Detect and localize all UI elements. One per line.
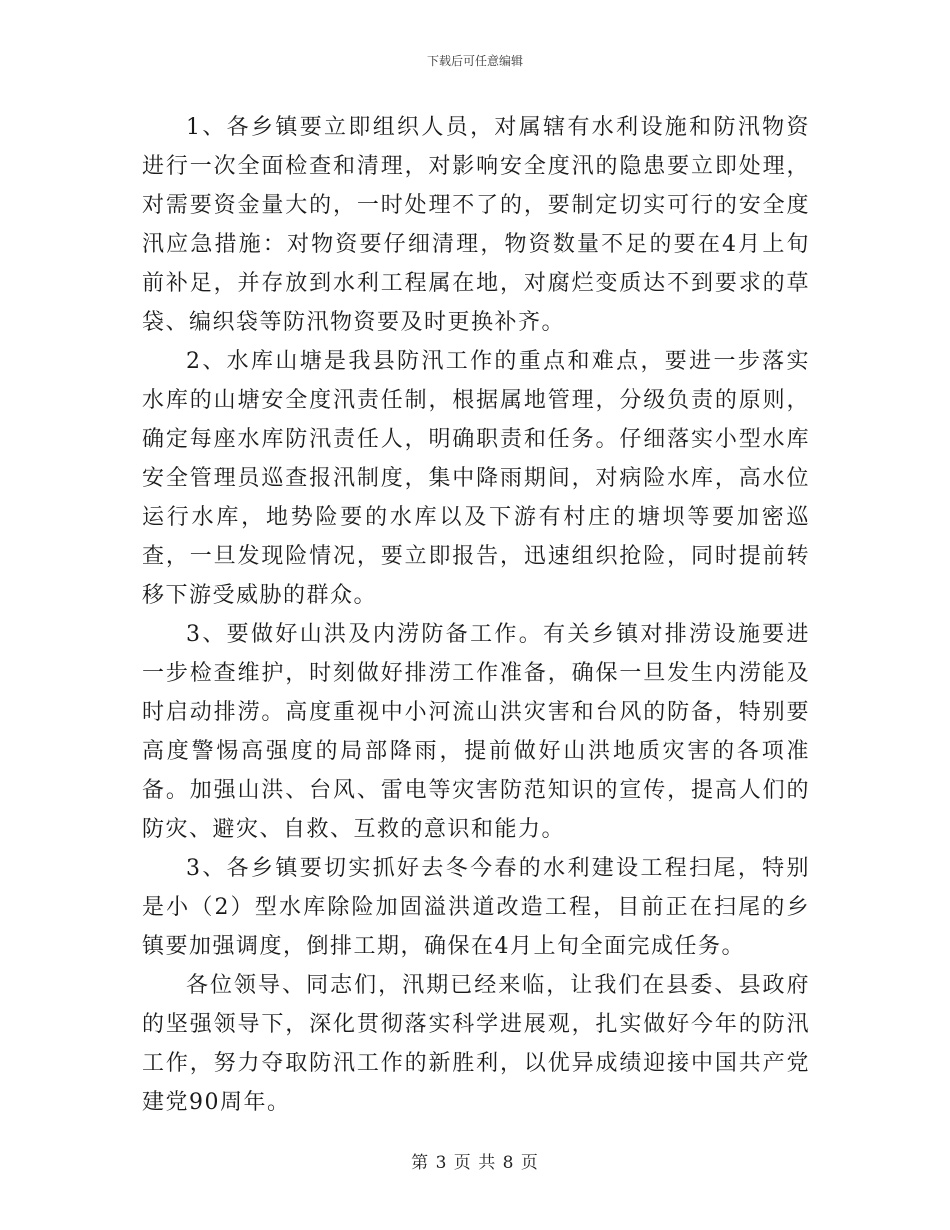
paragraph-3: 3、要做好山洪及内涝防备工作。有关乡镇对排涝设施要进一步检查维护，时刻做好排涝工作准备，确保一旦发生内涝能及时启动排涝。高度重视中小河流山洪灾害和台风的防备，特别要高度警惕高强度的局部降雨，提前做好山洪地质灾害的各项准备。加强山洪、台风、雷电等灾害防范知识的宣传，提高人们的防灾、避灾、自救、互救的意识和能力。	[142, 622, 810, 842]
paragraph-5: 各位领导、同志们，汛期已经来临，让我们在县委、县政府的坚强领导下，深化贯彻落实科学进展观，扎实做好今年的防汛工作，努力夺取防汛工作的新胜利，以优异成绩迎接中国共产党建党90周年。	[142, 973, 810, 1115]
paragraph-1: 1、各乡镇要立即组织人员，对属辖有水利设施和防汛物资进行一次全面检查和清理，对影响安全度汛的隐患要立即处理，对需要资金量大的，一时处理不了的，要制定切实可行的安全度汛应急措施：对物资要仔细清理，物资数量不足的要在4月上旬前补足，并存放到水利工程属在地，对腐烂变质达不到要求的草袋、编织袋等防汛物资要及时更换补齐。	[142, 115, 810, 335]
page-header: 下载后可任意编辑	[426, 54, 523, 68]
paragraph-4: 3、各乡镇要切实抓好去冬今春的水利建设工程扫尾，特别是小（2）型水库除险加固溢洪道改造工程，目前正在扫尾的乡镇要加强调度，倒排工期，确保在4月上旬全面完成任务。	[142, 856, 810, 959]
page-footer: 第 3 页 共 8 页	[411, 1153, 539, 1173]
document-body	[142, 108, 810, 1122]
paragraph-2: 2、水库山塘是我县防汛工作的重点和难点，要进一步落实水库的山塘安全度汛责任制，根据属地管理，分级负责的原则，确定每座水库防汛责任人，明确职责和任务。仔细落实小型水库安全管理员巡查报汛制度，集中降雨期间，对病险水库，高水位运行水库，地势险要的水库以及下游有村庄的塘坝等要加密巡查，一旦发现险情况，要立即报告，迅速组织抢险，同时提前转移下游受威胁的群众。	[142, 349, 810, 608]
